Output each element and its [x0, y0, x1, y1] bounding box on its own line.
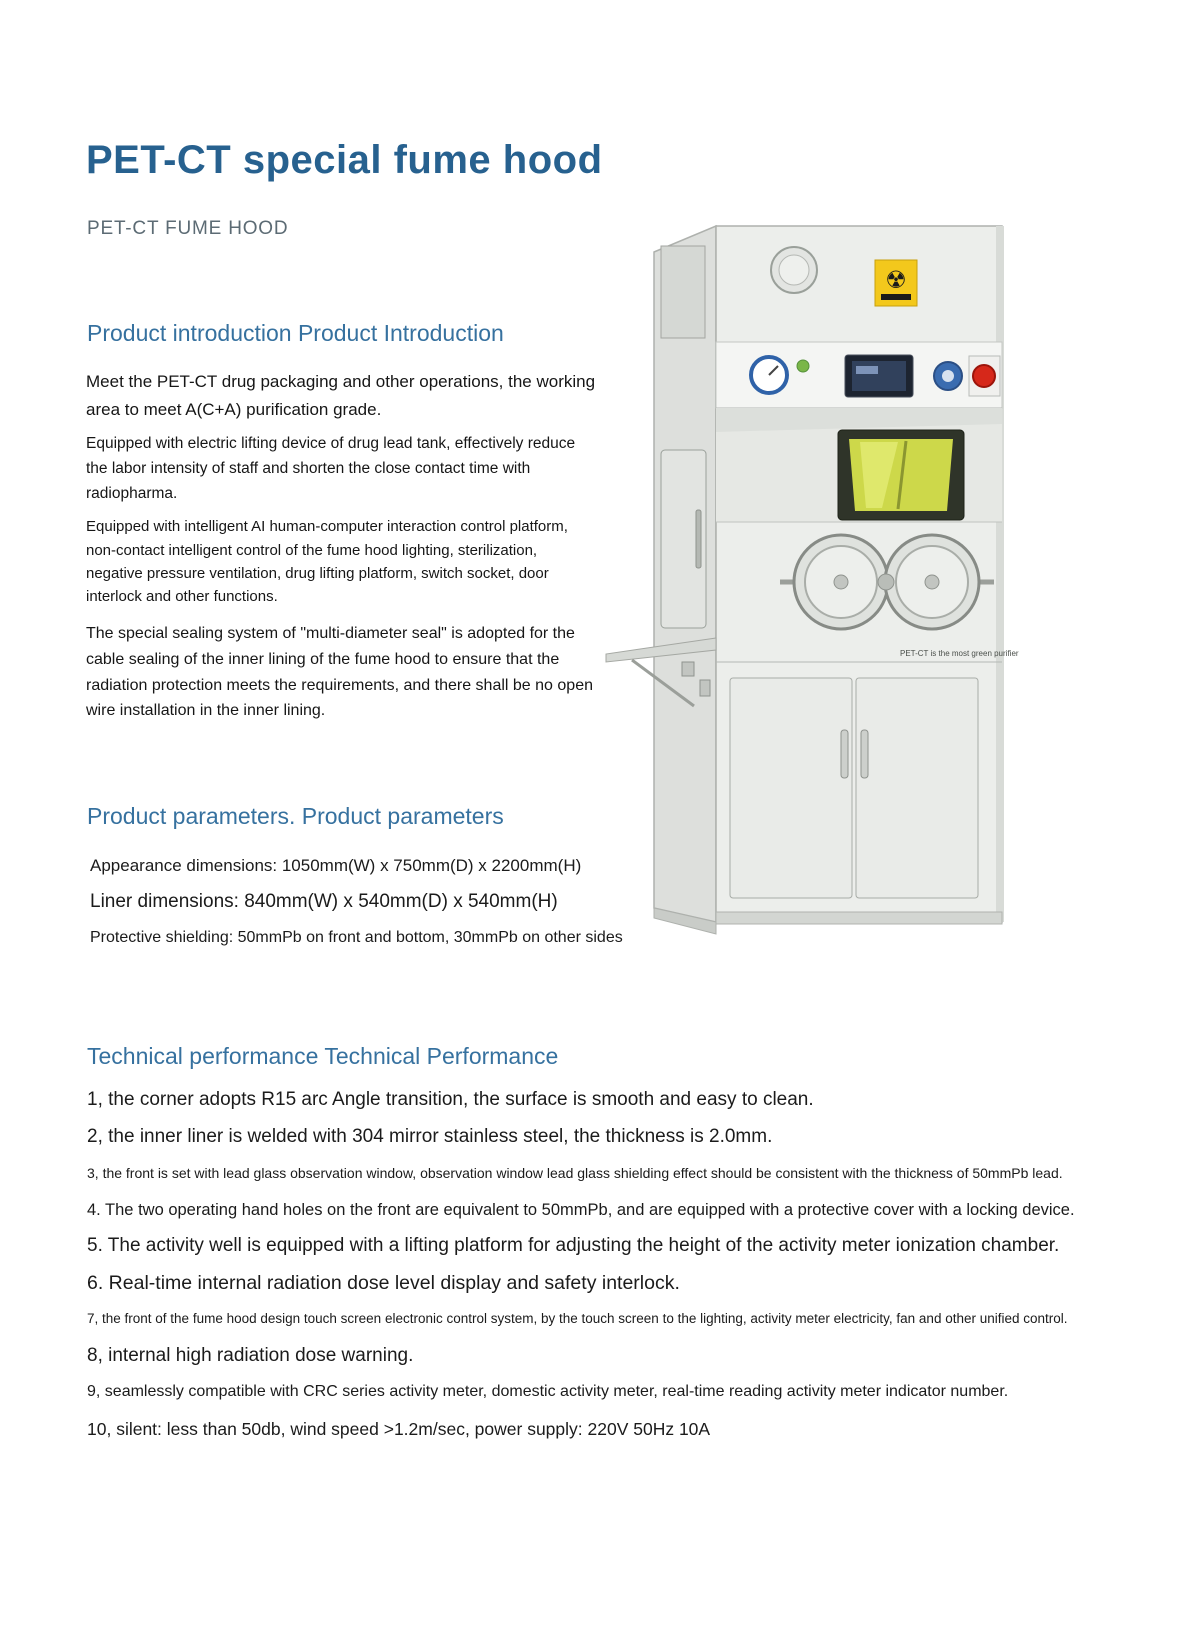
warning-sign-text-bar: [881, 294, 911, 300]
cabinet-door-left: [730, 678, 852, 898]
side-upper-panel: [661, 246, 705, 338]
technical-item: 7, the front of the fume hood design touch screen electronic control system, by the touch screen to the lighting, activity meter electricity, fan and other unified control.: [87, 1311, 1068, 1326]
indicator-light: [797, 360, 809, 372]
technical-list: [87, 1082, 1152, 1447]
technical-item: 8, internal high radiation dose warning.: [87, 1344, 414, 1366]
page-title: PET-CT special fume hood: [86, 138, 603, 182]
intro-paragraph: The special sealing system of "multi-diameter seal" is adopted for the cable sealing of the inner lining of the fume hood to ensure that the radiation protection meets the requirements, and there shall be no open wire installation in the inner lining.: [86, 625, 593, 720]
radiation-symbol: ☢: [885, 267, 907, 294]
emergency-stop-button: [973, 365, 995, 387]
product-photo-fume-hood: [598, 210, 1050, 947]
touchscreen-display: [852, 361, 906, 391]
intro-paragraph: Meet the PET-CT drug packaging and other operations, the working area to meet A(C+A) purification grade.: [86, 372, 596, 419]
parameters-list: [90, 848, 730, 956]
fume-hood-illustration: [598, 210, 1050, 947]
parameter-item: Protective shielding: 50mmPb on front and bottom, 30mmPb on other sides: [90, 929, 623, 946]
hand-hole-right: [885, 535, 979, 629]
parameter-item: Appearance dimensions: 1050mm(W) x 750mm(D) x 2200mm(H): [90, 856, 582, 875]
shelf-clamp: [700, 680, 710, 696]
radiation-warning-icon: [875, 260, 917, 306]
cabinet-right-edge-shadow: [996, 226, 1004, 922]
technical-item: 3, the front is set with lead glass observation window, observation window lead glass shielding effect should be consistent with the thickness of 50mmPb lead.: [87, 1165, 1063, 1181]
vent-circle-inner: [779, 255, 809, 285]
technical-item: 1, the corner adopts R15 arc Angle transition, the surface is smooth and easy to clean.: [87, 1089, 814, 1110]
technical-item: 6. Real-time internal radiation dose level display and safety interlock.: [87, 1271, 680, 1294]
technical-item: 5. The activity well is equipped with a lifting platform for adjusting the height of the activity meter ionization chamber.: [87, 1235, 1060, 1256]
control-button-blue-center: [942, 370, 954, 382]
technical-item: 9, seamlessly compatible with CRC series activity meter, domestic activity meter, real-time reading activity meter indicator number.: [87, 1383, 1009, 1400]
door-handle-right: [861, 730, 868, 778]
technical-heading: Technical performance Technical Performance: [87, 1043, 559, 1069]
intro-paragraph: Equipped with electric lifting device of drug lead tank, effectively reduce the labor intensity of staff and shorten the close contact time with radiopharma.: [86, 435, 576, 502]
intro-paragraphs: [86, 368, 596, 724]
hand-hole-left: [794, 535, 888, 629]
machine-caption: PET-CT is the most green purifier: [900, 649, 1019, 658]
lead-glass-window: [838, 430, 964, 520]
parameters-heading: Product parameters. Product parameters: [87, 803, 504, 829]
page-subtitle: PET-CT FUME HOOD: [87, 218, 289, 239]
side-door-handle: [696, 510, 701, 568]
technical-item: 10, silent: less than 50db, wind speed >1.2m/sec, power supply: 220V 50Hz 10A: [87, 1418, 711, 1439]
touchscreen-widget: [856, 366, 878, 374]
technical-item: 4. The two operating hand holes on the front are equivalent to 50mmPb, and are equipped with a protective cover with a locking device.: [87, 1200, 1075, 1219]
cabinet-base: [716, 912, 1002, 924]
intro-paragraph: Equipped with intelligent AI human-computer interaction control platform, non-contact intelligent control of the fume hood lighting, sterilization, negative pressure ventilation, drug lifting platform, switch socket, door interlock and other functions.: [86, 518, 568, 606]
parameter-item: Liner dimensions: 840mm(W) x 540mm(D) x 540mm(H): [90, 891, 558, 912]
cabinet-door-right: [856, 678, 978, 898]
intro-heading: Product introduction Product Introduction: [87, 320, 504, 346]
hand-hole-center-knob: [878, 574, 894, 590]
technical-item: 2, the inner liner is welded with 304 mirror stainless steel, the thickness is 2.0mm.: [87, 1125, 773, 1147]
door-handle-left: [841, 730, 848, 778]
shelf-clamp: [682, 662, 694, 676]
